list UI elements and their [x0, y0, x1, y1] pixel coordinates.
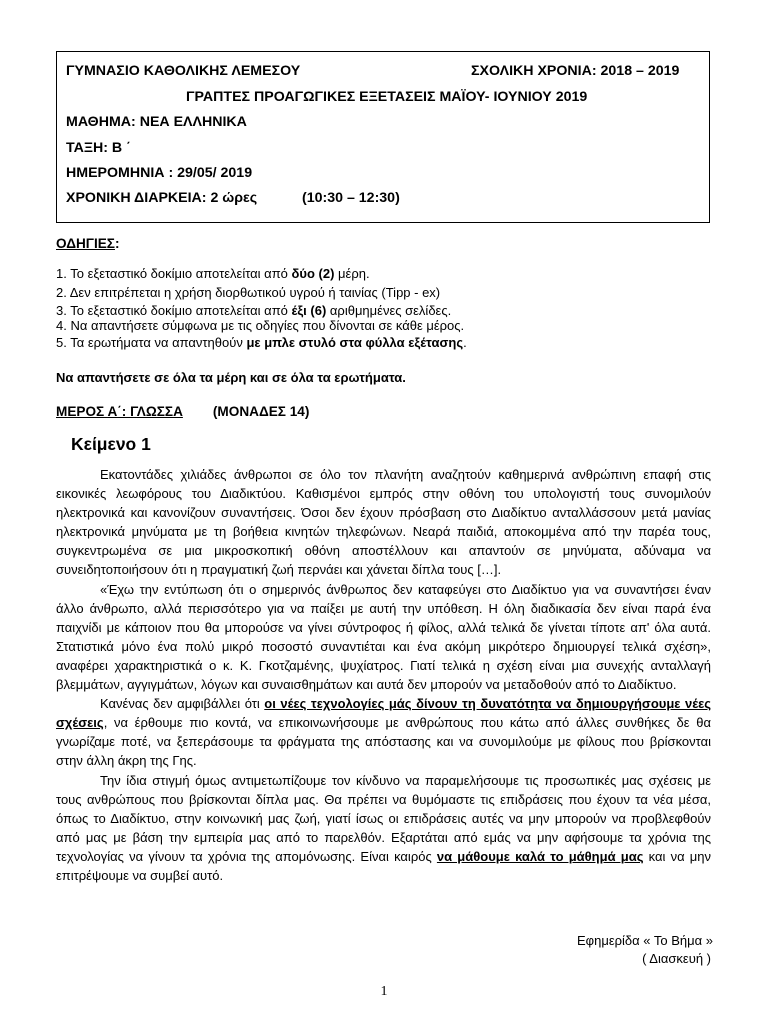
paragraph-3-text-end: , να έρθουμε πιο κοντά, να επικοινωνήσουμε με ανθρώπους που κάτω από άλλες συνθήκες δε θα γνωρίζαμε ποτέ, να ξεπεράσουμε τα φράγματα της απόστασης και να συνομιλούμε με φίλους που βρίσκονται στην άλλη άκρη της Γης. [56, 715, 711, 769]
instruction-text: μέρη. [334, 266, 370, 281]
source-adaptation: ( Διασκευή ) [642, 951, 711, 966]
paragraph-4-text-end: και να μην επιτρέψουμε να συμβεί αυτό. [56, 848, 711, 883]
paragraph-4-text: Την ίδια στιγμή όμως αντιμετωπίζουμε τον κίνδυνο να παραμελήσουμε τις προσωπικές μας σχέσεις με τους ανθρώπους που βρίσκονται δίπλα μας. Θα πρέπει να θυμόμαστε τις επιδράσεις που έχουν τα νέα μέσα, όπως το Διαδίκτυο, στην κοινωνική μας ζωή, γιατί ίσως οι επιδράσεις αυτές να μην μπορούν να προβλεφθούν από μας με βάση την εμπειρία μας από το παρελθόν. Εξαρτάται από εμάς να μην αφήσουμε τα χρόνια της τεχνολογίας να γίνουν τα χρόνια της απομόνωσης. Είναι καιρός [56, 772, 711, 864]
exam-duration: ΧΡΟΝΙΚΗ ΔΙΑΡΚΕΙΑ: 2 ώρες [66, 190, 258, 206]
school-name: ΓΥΜΝΑΣΙΟ ΚΑΘΟΛΙΚΗΣ ΛΕΜΕΣΟΥ [66, 63, 301, 79]
paragraph-3-emphasis: οι νέες τεχνολογίες μάς δίνουν τη δυνατότητα να δημιουργήσουμε νέες σχέσεις [56, 696, 712, 731]
instruction-item-2 [56, 285, 440, 300]
instruction-emphasis: έξι (6) [291, 303, 327, 318]
page-number: 1 [380, 984, 388, 999]
instructions-heading [56, 236, 120, 251]
text-body [56, 465, 711, 885]
paragraph-3 [56, 694, 711, 770]
paragraph-2: «Έχω την εντύπωση ότι ο σημερινός άνθρωπος δεν καταφεύγει στο Διαδίκτυο για να συναντήσει έναν άλλο άνθρωπο, αλλά περισσότερο για να παίξει με αυτή την υπόθεση. Η όλη διαδικασία δεν είναι παρά ένα παιχνίδι με κάποιον που θα μπορούσε να γίνει σύντροφος ή φίλος, αλλά τελικά δε γίνεται τίποτε απ' όλα αυτά. Στατιστικά μόνο ένα πολύ μικρό ποσοστό συναντιέται και ένα ακόμη μικρότερο δημιουργεί τελικά σχέση», αναφέρει χαρακτηριστικά ο κ. Κ. Γκοτζαμένης, ψυχίατρος. Γιατί τελικά η σχέση είναι μια συνεχής ανταλλαγή βλεμμάτων, αγγιγμάτων, λόγων και συναισθημάτων και αυτά δεν μπορούν να μεταδοθούν από το Διαδίκτυο. [56, 581, 711, 693]
exam-title: ΓΡΑΠΤΕΣ ΠΡΟΑΓΩΓΙΚΕΣ ΕΞΕΤΑΣΕΙΣ ΜΑΪΟΥ- ΙΟΥΝΙΟΥ 2019 [186, 89, 588, 105]
source-newspaper: Εφημερίδα « Το Βήμα » [577, 933, 713, 948]
instructions-heading-colon: : [114, 236, 120, 251]
school-year: ΣΧΟΛΙΚΗ ΧΡΟΝΙΑ: 2018 – 2019 [471, 63, 680, 79]
paragraph-4-emphasis: να μάθουμε καλά το μάθημά μας [436, 848, 644, 864]
class-level: ΤΑΞΗ: Β ΄ [66, 140, 131, 156]
instructions-heading-text: ΟΔΗΓΙΕΣ [56, 236, 115, 251]
part-a-points: (ΜΟΝΑΔΕΣ 14) [212, 404, 310, 419]
instruction-emphasis: δύο (2) [291, 266, 335, 281]
instruction-text: αριθμημένες σελίδες. [326, 303, 452, 318]
instruction-item-3 [56, 303, 451, 318]
instruction-text: 4. Να απαντήσετε σύμφωνα με τις οδηγίες που δίνονται σε κάθε μέρος. [56, 318, 465, 333]
text-title: Κείμενο 1 [71, 434, 151, 454]
instruction-emphasis: με μπλε στυλό στα φύλλα εξέτασης [246, 335, 464, 350]
instruction-text: . [463, 335, 467, 350]
instruction-item-5 [56, 335, 467, 350]
part-a-label: ΜΕΡΟΣ Α΄: ΓΛΩΣΣΑ [56, 404, 183, 419]
subject: ΜΑΘΗΜΑ: ΝΕΑ ΕΛΛΗΝΙΚΑ [66, 114, 247, 130]
exam-date: ΗΜΕΡΟΜΗΝΙΑ : 29/05/ 2019 [66, 165, 253, 181]
paragraph-4 [56, 771, 711, 886]
part-a-heading [56, 404, 309, 419]
instruction-text: 2. Δεν επιτρέπεται η χρήση διορθωτικού υγρού ή ταινίας (Tipp - ex) [56, 285, 441, 300]
exam-time-range: (10:30 – 12:30) [302, 190, 400, 206]
instructions-note: Να απαντήσετε σε όλα τα μέρη και σε όλα τα ερωτήματα. [56, 370, 406, 385]
paragraph-3-text: Κανένας δεν αμφιβάλλει ότι [100, 696, 265, 712]
instruction-item-4 [56, 318, 464, 333]
instruction-text: 1. Το εξεταστικό δοκίμιο αποτελείται από [56, 266, 292, 281]
instruction-text: 3. Το εξεταστικό δοκίμιο αποτελείται από [56, 303, 292, 318]
instruction-text: 5. Τα ερωτήματα να απαντηθούν [56, 335, 247, 350]
paragraph-1: Εκατοντάδες χιλιάδες άνθρωποι σε όλο τον πλανήτη αναζητούν καθημερινά ανθρώπινη επαφή στις εικονικές λεωφόρους του Διαδικτύου. Καθισμένοι εμπρός στην οθόνη του υπολογιστή τους συνομιλούν ηλεκτρονικά και κανονίζουν συναντήσεις. Όσοι δεν έχουν πρόσβαση στο Διαδίκτυο ανταλλάσσουν μετά μανίας ηλεκτρονικά μηνύματα με τη βοήθεια κινητών τηλεφώνων. Νεαρά παιδιά, αποκομμένα από την παρέα τους, συγκεντρωμένα σε μια μικροσκοπική οθόνη αποστέλλουν και απαντούν σε μηνύματα, αδύναμα να συνειδητοποιήσουν ότι η πραγματική ζωή περνάει και χάνεται δίπλα τους […]. [56, 467, 711, 578]
instruction-item-1 [56, 266, 370, 281]
